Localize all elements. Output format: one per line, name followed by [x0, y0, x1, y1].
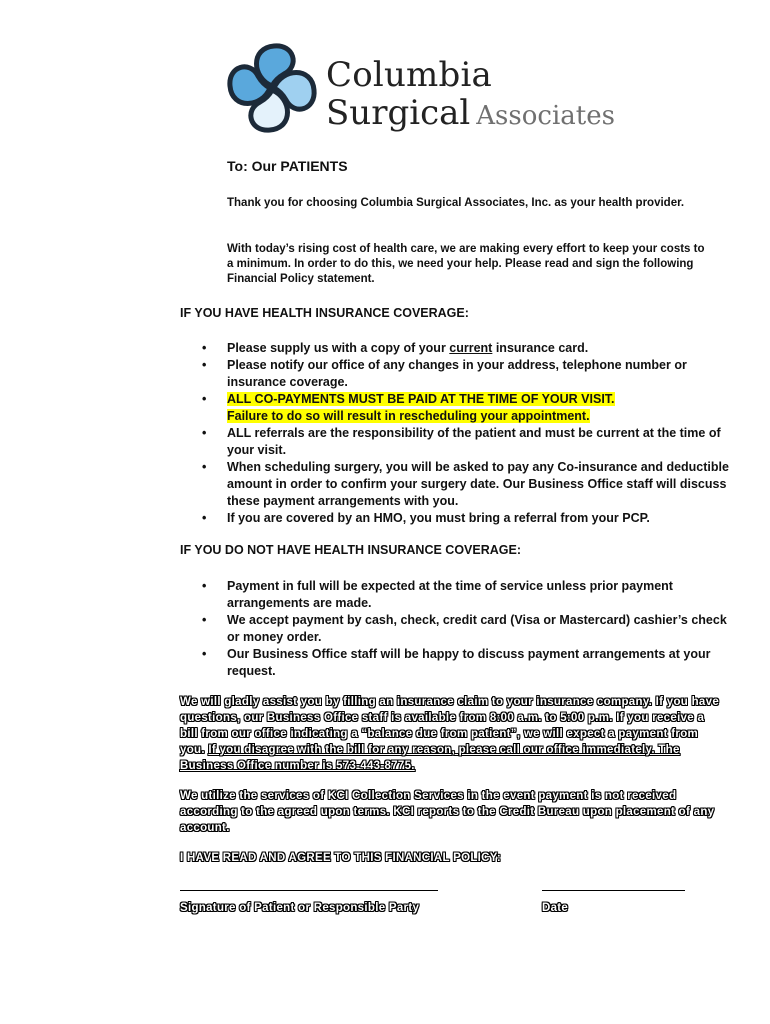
collections-paragraph: We utilize the services of KCI Collection Services in the event payment is not received according to the agreed upon terms. KCI reports to the Credit Bureau upon placement of any account. — [180, 790, 715, 834]
signature-line[interactable] — [180, 890, 438, 891]
underlined-word: current — [449, 341, 493, 355]
intro-paragraph-costs: With today’s rising cost of health care, we are making every effort to keep your costs to a minimum. In order to do this, we need your help. Please read and sign the following Financial Policy statement. — [227, 243, 705, 285]
logo-text-surgical: Surgical — [326, 93, 471, 133]
uninsured-heading: IF YOU DO NOT HAVE HEALTH INSURANCE COVERAGE: — [180, 543, 521, 557]
highlighted-text: Failure to do so will result in rescheduling your appointment. — [227, 409, 590, 423]
list-item-text: Please supply us with a copy of your — [227, 341, 450, 355]
insured-heading: IF YOU HAVE HEALTH INSURANCE COVERAGE: — [180, 306, 469, 320]
logo-text-columbia: Columbia — [326, 55, 493, 95]
logo-text-surgical-line — [326, 93, 615, 133]
list-item: • We accept payment by cash, check, credit card (Visa or Mastercard) cashier’s check or money order. — [180, 612, 730, 646]
uninsured-list — [180, 578, 730, 680]
list-item — [180, 340, 730, 357]
insured-list — [180, 340, 730, 527]
date-label: Date — [542, 902, 569, 914]
signature-label: Signature of Patient or Responsible Party — [180, 902, 420, 914]
list-item-highlighted — [180, 391, 730, 425]
greeting: To: Our PATIENTS — [227, 158, 348, 174]
assist-text: We will gladly assist you by filling an insurance claim to your insurance company. If you have questions, our Business Office staff is available from 8:00 a.m. to 5:00 p.m. If you receive a bill from our office indicating a “balance due from patient”, we will expect a payment from you. — [180, 696, 720, 756]
list-item: • Please notify our office of any changes in your address, telephone number or insurance coverage. — [180, 357, 730, 391]
date-line[interactable] — [542, 890, 685, 891]
list-item: • When scheduling surgery, you will be asked to pay any Co-insurance and deductible amount in order to confirm your surgery date. Our Business Office staff will discuss these payment arrangements with you. — [180, 459, 730, 510]
highlighted-text: ALL CO-PAYMENTS MUST BE PAID AT THE TIME OF YOUR VISIT. — [227, 392, 615, 406]
intro-paragraph-thanks: Thank you for choosing Columbia Surgical Associates, Inc. as your health provider. — [227, 197, 685, 209]
company-logo — [222, 38, 622, 148]
logo-text-associates: Associates — [476, 101, 615, 131]
agreement-statement: I HAVE READ AND AGREE TO THIS FINANCIAL POLICY: — [180, 852, 501, 864]
list-item: • If you are covered by an HMO, you must bring a referral from your PCP. — [180, 510, 730, 527]
insurance-assist-paragraph — [180, 694, 720, 774]
list-item: • Payment in full will be expected at the time of service unless prior payment arrangements are made. — [180, 578, 730, 612]
logo-mark-icon — [222, 38, 322, 138]
list-item: • ALL referrals are the responsibility of the patient and must be current at the time of your visit. — [180, 425, 730, 459]
assist-underlined-text: If you disagree with the bill for any reason, please call our office immediately. The Business Office number is 573-443-8775. — [180, 744, 680, 772]
list-item: • Our Business Office staff will be happy to discuss payment arrangements at your request. — [180, 646, 730, 680]
list-item-text: insurance card. — [492, 341, 589, 355]
